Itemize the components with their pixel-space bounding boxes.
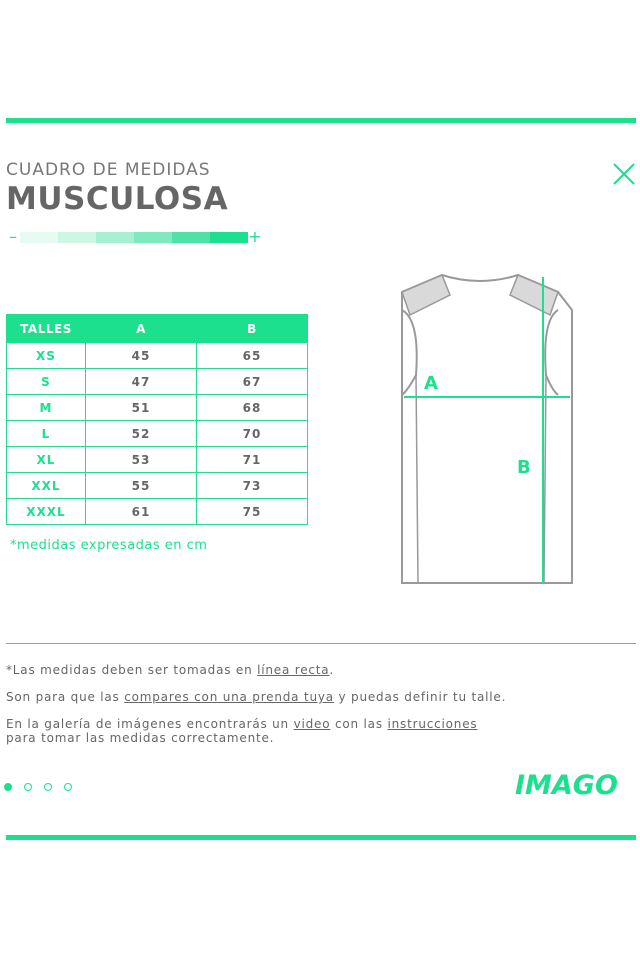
measure-b-cell: 67 [197, 369, 308, 395]
measure-b-cell: 73 [197, 473, 308, 499]
size-cell: M [7, 395, 86, 421]
measure-b-cell: 65 [197, 343, 308, 369]
measure-b-label: B [517, 457, 531, 478]
measure-a-cell: 55 [86, 473, 197, 499]
info-line-2 [6, 690, 506, 704]
units-note: *medidas expresadas en cm [10, 538, 208, 553]
measure-b-cell: 68 [197, 395, 308, 421]
linea-recta-link[interactable]: línea recta [257, 663, 330, 677]
close-icon[interactable] [612, 162, 636, 186]
bottom-accent-bar [6, 835, 636, 840]
plus-icon: + [248, 227, 262, 246]
compare-link[interactable]: compares con una prenda tuya [124, 690, 334, 704]
size-cell: XS [7, 343, 86, 369]
info-text: *Las medidas deben ser tomadas en [6, 663, 258, 677]
fit-scale-segment [58, 232, 96, 243]
info-text: y puedas definir tu talle. [333, 690, 507, 704]
measure-b-cell: 75 [197, 499, 308, 525]
table-row [7, 343, 308, 369]
measure-a-cell: 61 [86, 499, 197, 525]
measure-a-cell: 45 [86, 343, 197, 369]
size-cell: XXL [7, 473, 86, 499]
pagination-dot[interactable] [24, 783, 32, 791]
measure-b-cell: 71 [197, 447, 308, 473]
size-cell: L [7, 421, 86, 447]
size-cell: XL [7, 447, 86, 473]
minus-icon: – [9, 227, 17, 246]
page-subtitle: CUADRO DE MEDIDAS [6, 160, 211, 180]
tank-top-outline [402, 275, 572, 583]
pagination-dot[interactable] [44, 783, 52, 791]
info-text: con las [330, 717, 388, 731]
header-talles: TALLES [7, 315, 86, 343]
page-title: MUSCULOSA [6, 181, 229, 217]
fit-scale-segment [172, 232, 210, 243]
fit-scale-segments [20, 232, 248, 243]
measure-a-cell: 51 [86, 395, 197, 421]
tank-top-diagram [380, 265, 580, 590]
measure-a-cell: 52 [86, 421, 197, 447]
table-row [7, 369, 308, 395]
info-line-4: para tomar las medidas correctamente. [6, 731, 275, 745]
measure-a-label: A [424, 373, 438, 394]
pagination-dots [4, 783, 72, 791]
imago-logo: IMAGO [515, 770, 618, 801]
instructions-link[interactable]: instrucciones [387, 717, 478, 731]
table-row [7, 421, 308, 447]
size-cell: XXXL [7, 499, 86, 525]
pagination-dot[interactable] [4, 783, 12, 791]
info-line-1 [6, 663, 334, 677]
fit-scale-segment [20, 232, 58, 243]
info-text: En la galería de imágenes encontrarás un [6, 717, 294, 731]
table-row [7, 499, 308, 525]
table-row [7, 447, 308, 473]
video-link[interactable]: video [293, 717, 331, 731]
size-table-header [7, 315, 308, 343]
fit-scale [6, 227, 262, 246]
info-line-3 [6, 717, 477, 731]
top-accent-bar [6, 118, 636, 123]
measure-a-cell: 53 [86, 447, 197, 473]
header-b: B [197, 315, 308, 343]
measure-a-cell: 47 [86, 369, 197, 395]
fit-scale-segment [210, 232, 248, 243]
table-row [7, 473, 308, 499]
size-cell: S [7, 369, 86, 395]
info-text: Son para que las [6, 690, 125, 704]
size-table [6, 314, 308, 525]
table-row [7, 395, 308, 421]
info-text: . [329, 663, 335, 677]
header-a: A [86, 315, 197, 343]
pagination-dot[interactable] [64, 783, 72, 791]
measure-b-cell: 70 [197, 421, 308, 447]
divider-line [6, 643, 636, 644]
fit-scale-segment [134, 232, 172, 243]
fit-scale-segment [96, 232, 134, 243]
